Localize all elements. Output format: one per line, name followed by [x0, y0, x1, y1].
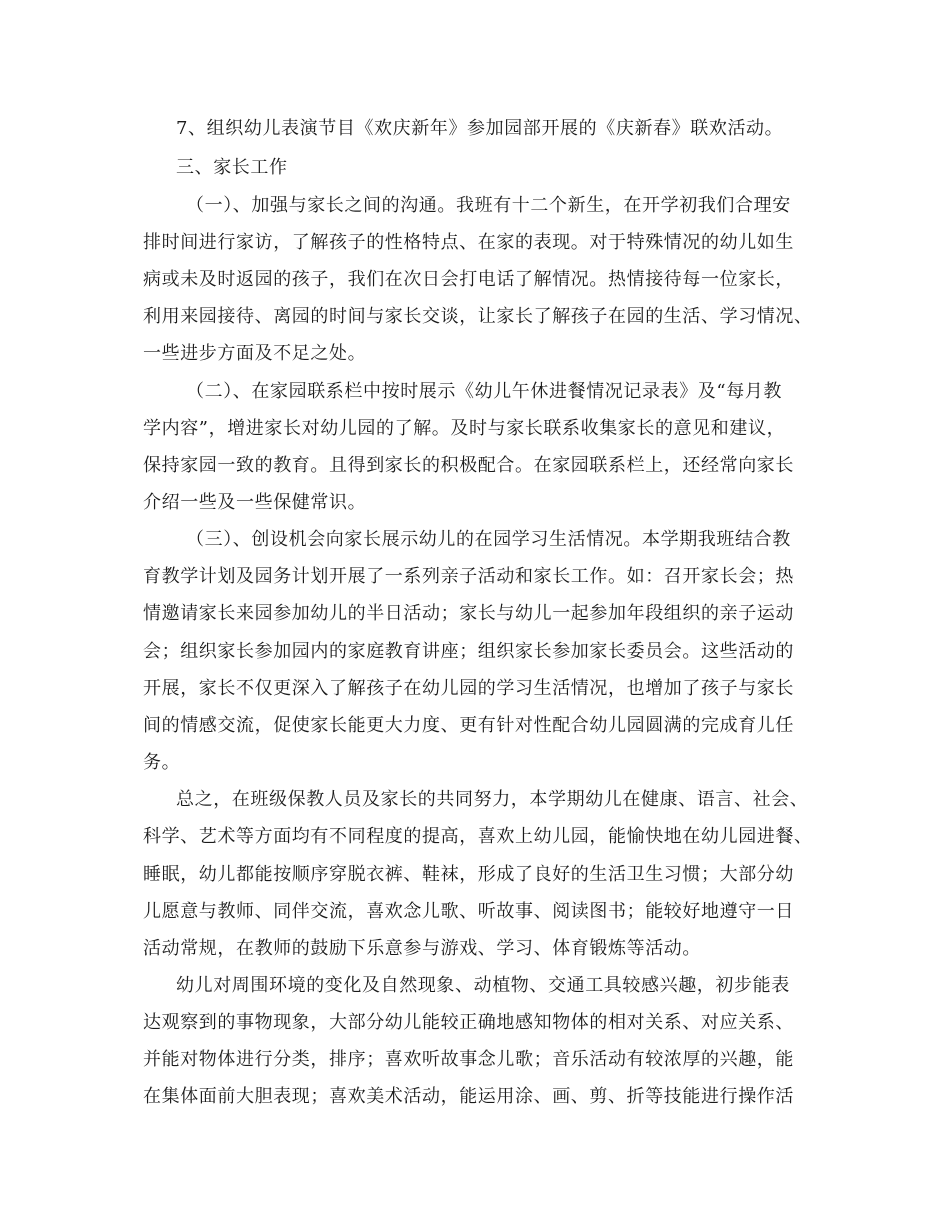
text-line: 7、组织幼儿表演节目《欢庆新年》参加园部开展的《庆新春》联欢活动。: [176, 118, 784, 139]
text-line: 在集体面前大胆表现；喜欢美术活动，能运用涂、画、剪、折等技能进行操作活: [143, 1086, 794, 1107]
text-line: 幼儿对周围环境的变化及自然现象、动植物、交通工具较感兴趣，初步能表: [176, 975, 790, 996]
text-line: 学内容”，增进家长对幼儿园的了解。及时与家长联系收集家长的意见和建议，: [143, 418, 786, 439]
text-line: 情邀请家长来园参加幼儿的半日活动；家长与幼儿一起参加年段组织的亲子运动: [143, 603, 794, 624]
text-line: 总之，在班级保教人员及家长的共同努力，本学期幼儿在健康、语言、社会、: [176, 789, 809, 810]
text-line: 务。: [143, 752, 181, 773]
text-line: 保持家园一致的教育。且得到家长的积极配合。在家园联系栏上，还经常向家长: [143, 455, 794, 476]
text-line: 达观察到的事物现象，大部分幼儿能较正确地感知物体的相对关系、对应关系、: [143, 1012, 794, 1033]
text-line: 排时间进行家访，了解孩子的性格特点、在家的表现。对于特殊情况的幼儿如生: [143, 232, 794, 253]
text-line: 开展，家长不仅更深入了解孩子在幼儿园的学习生活情况，也增加了孩子与家长: [143, 678, 794, 699]
text-line: 睡眠，幼儿都能按顺序穿脱衣裤、鞋袜，形成了良好的生活卫生习惯；大部分幼: [143, 864, 794, 885]
text-line: 间的情感交流，促使家长能更大力度、更有针对性配合幼儿园圆满的完成育儿任: [143, 715, 794, 736]
text-line: （二）、在家园联系栏中按时展示《幼儿午休进餐情况记录表》及“每月教: [186, 381, 782, 402]
text-line: 病或未及时返园的孩子，我们在次日会打电话了解情况。热情接待每一位家长，: [143, 269, 794, 290]
text-line: 育教学计划及园务计划开展了一系列亲子活动和家长工作。如：召开家长会；热: [143, 566, 794, 587]
section-heading: 三、家长工作: [176, 157, 288, 178]
text-line: 科学、艺术等方面均有不同程度的提高，喜欢上幼儿园，能愉快地在幼儿园进餐、: [143, 826, 813, 847]
text-line: 活动常规，在教师的鼓励下乐意参与游戏、学习、体育锻炼等活动。: [143, 938, 701, 959]
text-line: （三）、创设机会向家长展示幼儿的在园学习生活情况。本学期我班结合教: [186, 529, 791, 550]
text-line: （一）、加强与家长之间的沟通。我班有十二个新生，在开学初我们合理安: [186, 195, 791, 216]
text-line: 会；组织家长参加园内的家庭教育讲座；组织家长参加家长委员会。这些活动的: [143, 641, 794, 662]
text-line: 利用来园接待、离园的时间与家长交谈，让家长了解孩子在园的生活、学习情况、: [143, 306, 813, 327]
text-line: 儿愿意与教师、同伴交流，喜欢念儿歌、听故事、阅读图书；能较好地遵守一日: [143, 901, 794, 922]
text-line: 并能对物体进行分类，排序；喜欢听故事念儿歌；音乐活动有较浓厚的兴趣，能: [143, 1049, 794, 1070]
text-line: 一些进步方面及不足之处。: [143, 343, 367, 364]
text-line: 介绍一些及一些保健常识。: [143, 492, 367, 513]
